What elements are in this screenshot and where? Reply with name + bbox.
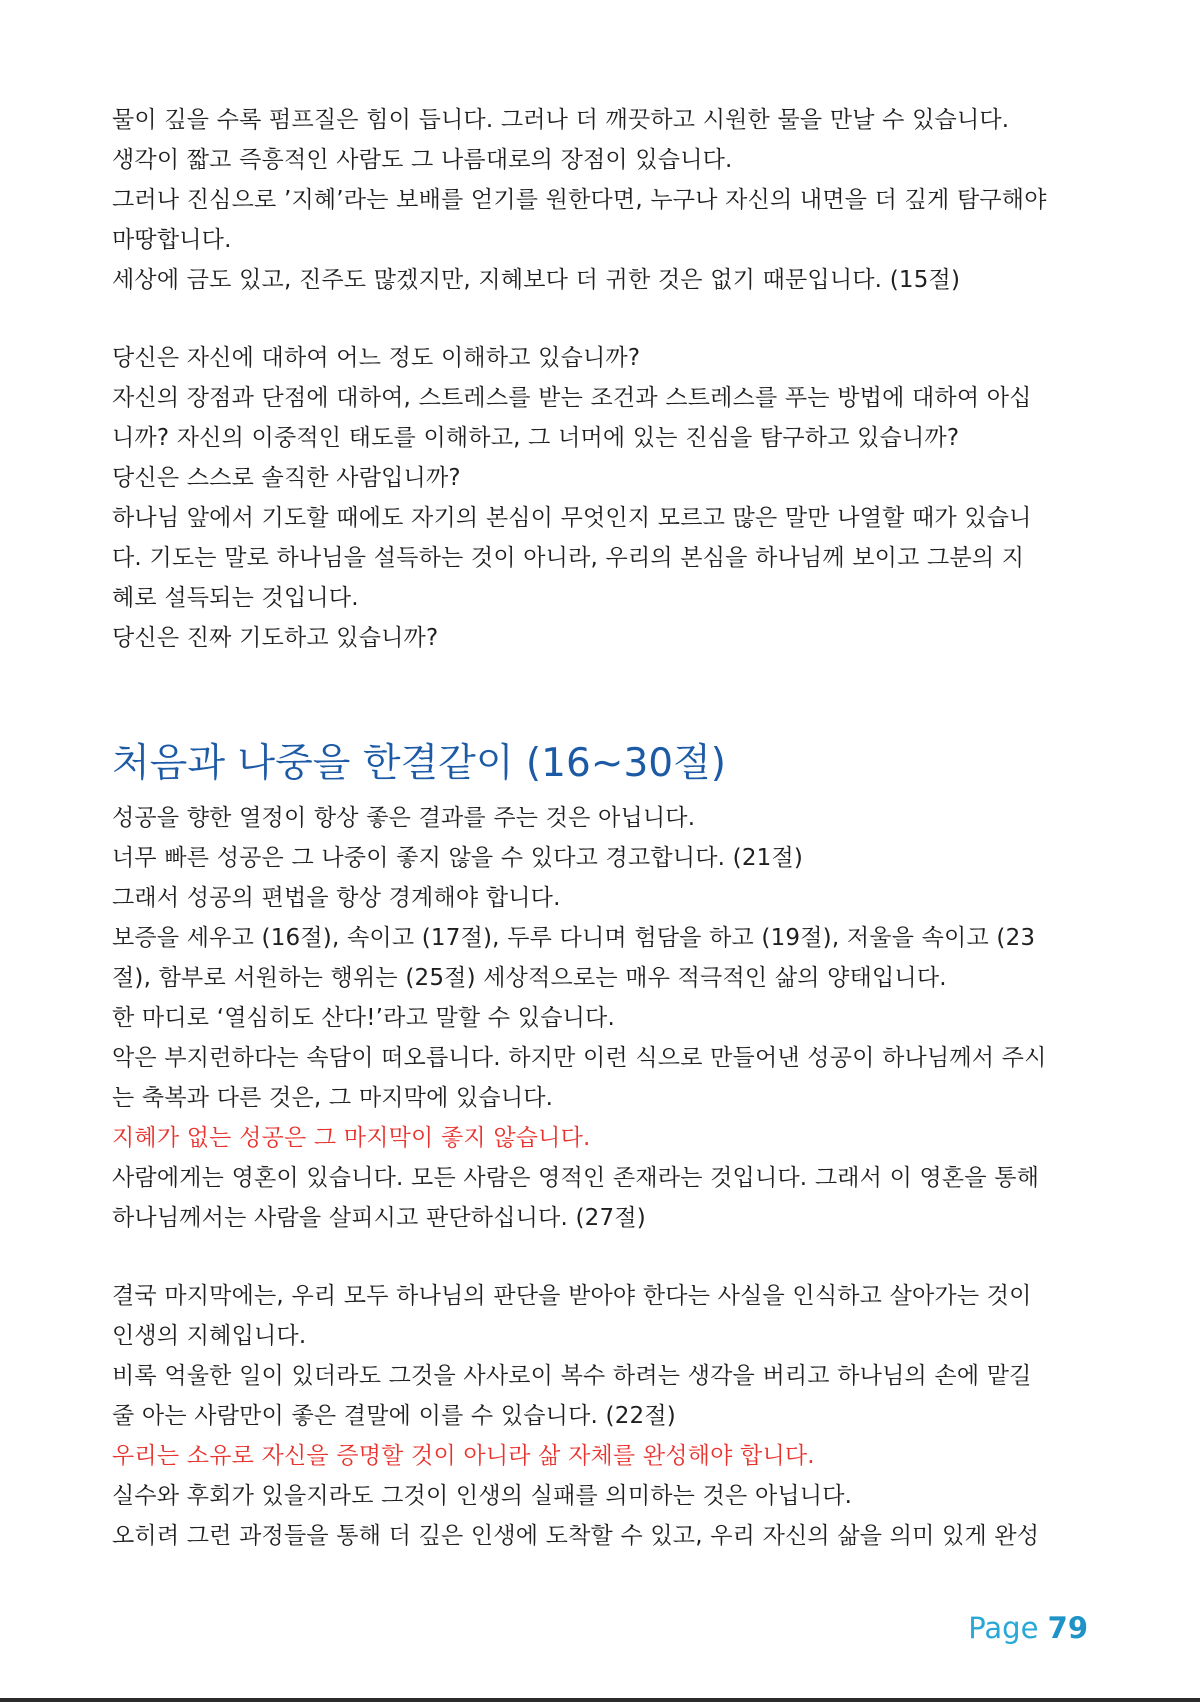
- text-line: 인생의 지혜입니다.: [112, 1323, 307, 1349]
- text-line: 물이 깊을 수록 펌프질은 힘이 듭니다. 그러나 더 깨끗하고 시원한 물을 만날 수 있습니다.: [112, 107, 1010, 133]
- text-line: 보증을 세우고 (16절), 속이고 (17절), 두루 다니며 험담을 하고 (19절), 저울을 속이고 (23: [112, 925, 1036, 951]
- text-line: 혜로 설득되는 것입니다.: [112, 585, 359, 611]
- page-number-value: 79: [1047, 1611, 1088, 1645]
- text-line: 악은 부지런하다는 속담이 떠오릅니다. 하지만 이런 식으로 만들어낸 성공이 하나님께서 주시: [112, 1045, 1047, 1071]
- paragraph-success: [112, 798, 1092, 1238]
- text-line: 절), 함부로 서원하는 행위는 (25절) 세상적으로는 매우 적극적인 삶의 양태입니다.: [112, 965, 947, 991]
- paragraph-final-judgment: [112, 1276, 1092, 1556]
- text-line: 성공을 향한 열정이 항상 좋은 결과를 주는 것은 아닙니다.: [112, 805, 696, 831]
- text-line: 니까? 자신의 이중적인 태도를 이해하고, 그 너머에 있는 진심을 탐구하고 있습니까?: [112, 425, 960, 451]
- text-line: 오히려 그런 과정들을 통해 더 깊은 인생에 도착할 수 있고, 우리 자신의 삶을 의미 있게 완성: [112, 1523, 1040, 1549]
- text-line: 너무 빠른 성공은 그 나중이 좋지 않을 수 있다고 경고합니다. (21절): [112, 845, 804, 871]
- bottom-border: [0, 1698, 1200, 1702]
- paragraph-self-understanding: [112, 338, 1092, 658]
- paragraph-pump-wisdom: [112, 100, 1092, 300]
- text-line: 비록 억울한 일이 있더라도 그것을 사사로이 복수 하려는 생각을 버리고 하나님의 손에 맡길: [112, 1363, 1032, 1389]
- text-line: 하나님께서는 사람을 살피시고 판단하십니다. (27절): [112, 1205, 646, 1231]
- text-line: 당신은 진짜 기도하고 있습니까?: [112, 625, 439, 651]
- text-line: 마땅합니다.: [112, 227, 232, 253]
- text-line: 한 마디로 ‘열심히도 산다!’라고 말할 수 있습니다.: [112, 1005, 615, 1031]
- text-line: 결국 마지막에는, 우리 모두 하나님의 판단을 받아야 한다는 사실을 인식하고 살아가는 것이: [112, 1283, 1032, 1309]
- page-number: [968, 1611, 1088, 1645]
- text-line: 생각이 짧고 즉흥적인 사람도 그 나름대로의 장점이 있습니다.: [112, 147, 733, 173]
- page-label: Page: [968, 1611, 1039, 1645]
- text-line: 그래서 성공의 편법을 항상 경계해야 합니다.: [112, 885, 561, 911]
- text-line: 실수와 후회가 있을지라도 그것이 인생의 실패를 의미하는 것은 아닙니다.: [112, 1483, 853, 1509]
- text-line: 하나님 앞에서 기도할 때에도 자기의 본심이 무엇인지 모르고 많은 말만 나열할 때가 있습니: [112, 505, 1032, 531]
- text-line: 그러나 진심으로 ’지혜’라는 보배를 얻기를 원한다면, 누구나 자신의 내면을 더 깊게 탐구해야: [112, 187, 1047, 213]
- text-line: 자신의 장점과 단점에 대하여, 스트레스를 받는 조건과 스트레스를 푸는 방법에 대하여 아십: [112, 385, 1032, 411]
- section-heading: 처음과 나중을 한결같이 (16~30절): [112, 741, 726, 786]
- text-line: 는 축복과 다른 것은, 그 마지막에 있습니다.: [112, 1085, 554, 1111]
- highlight-text: 우리는 소유로 자신을 증명할 것이 아니라 삶 자체를 완성해야 합니다.: [112, 1443, 815, 1469]
- text-line: 당신은 스스로 솔직한 사람입니까?: [112, 465, 461, 491]
- text-line: 다. 기도는 말로 하나님을 설득하는 것이 아니라, 우리의 본심을 하나님께 보이고 그분의 지: [112, 545, 1025, 571]
- text-line: 세상에 금도 있고, 진주도 많겠지만, 지혜보다 더 귀한 것은 없기 때문입니다. (15절): [112, 267, 961, 293]
- text-line: 당신은 자신에 대하여 어느 정도 이해하고 있습니까?: [112, 345, 641, 371]
- highlight-text: 지혜가 없는 성공은 그 마지막이 좋지 않습니다.: [112, 1125, 591, 1151]
- text-line: 사람에게는 영혼이 있습니다. 모든 사람은 영적인 존재라는 것입니다. 그래서 이 영혼을 통해: [112, 1165, 1040, 1191]
- text-line: 줄 아는 사람만이 좋은 결말에 이를 수 있습니다. (22절): [112, 1403, 676, 1429]
